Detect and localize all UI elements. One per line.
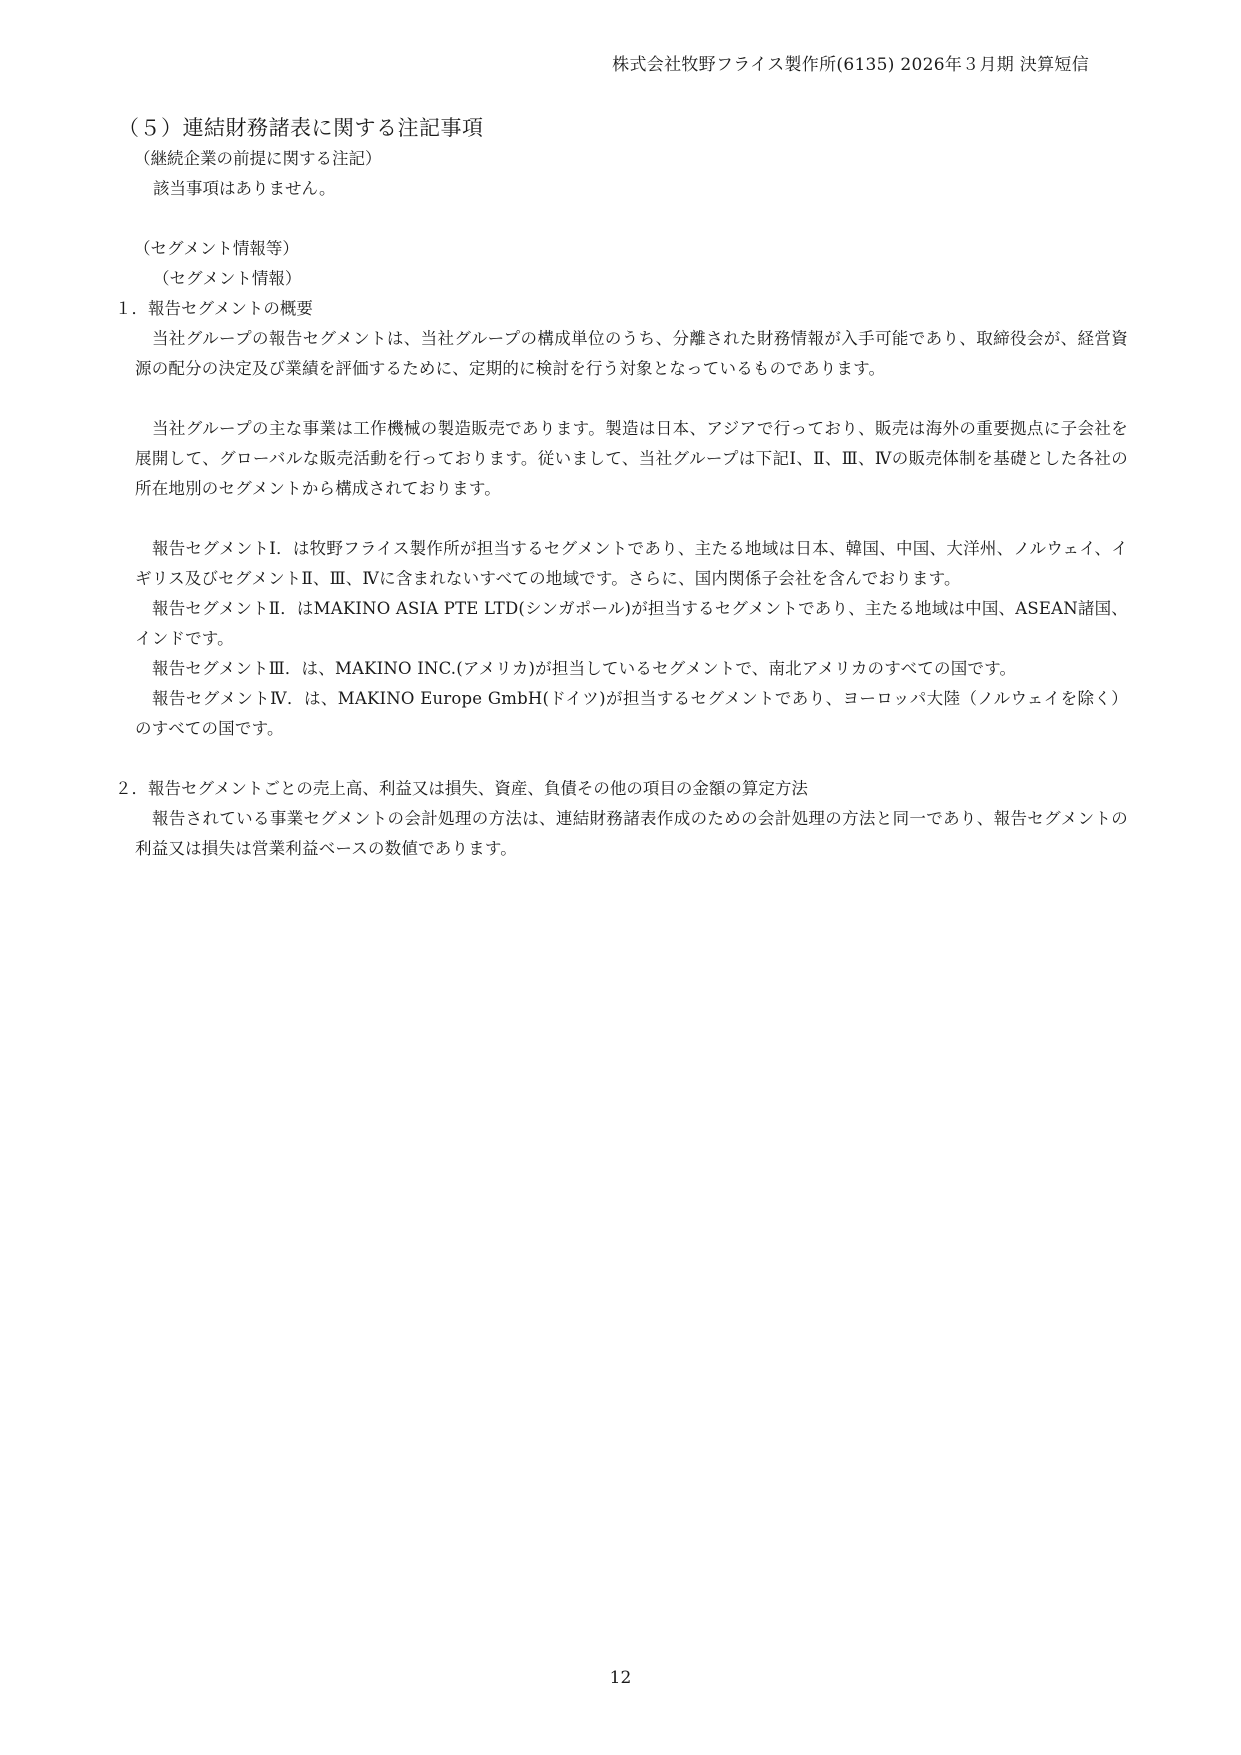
item1-title: １．報告セグメントの概要: [115, 299, 313, 318]
going-concern-body: 該当事項はありません。: [153, 179, 336, 198]
page-number: 12: [609, 1668, 632, 1688]
page-header: 株式会社牧野フライス製作所(6135) 2026年３月期 決算短信: [612, 55, 1089, 75]
segment-1-description: 報告セグメントⅠ．は牧野フライス製作所が担当するセグメントであり、主たる地域は日本、韓国、中国、大洋州、ノルウェイ、イギリス及びセグメントⅡ、Ⅲ、Ⅳに含まれないすべての地域です。さらに、国内関係子会社を含んでおります。: [135, 539, 1128, 588]
section-title: （５）連結財務諸表に関する注記事項: [118, 116, 484, 140]
item1-paragraph: 当社グループの報告セグメントは、当社グループの構成単位のうち、分離された財務情報が入手可能であり、取締役会が、経営資源の配分の決定及び業績を評価するために、定期的に検討を行う対象となっているものであります。: [135, 329, 1128, 378]
segment-info-heading: （セグメント情報等）: [134, 239, 299, 258]
document-body: [115, 112, 1128, 864]
spacer: [118, 504, 1128, 534]
going-concern-heading: （継続企業の前提に関する注記）: [134, 149, 382, 168]
segment-info-subheading: （セグメント情報）: [153, 269, 302, 288]
item1-paragraph: 当社グループの主な事業は工作機械の製造販売であります。製造は日本、アジアで行っており、販売は海外の重要拠点に子会社を展開して、グローバルな販売活動を行っております。従いまして、当社グループは下記Ⅰ、Ⅱ、Ⅲ、Ⅳの販売体制を基礎とした各社の所在地別のセグメントから構成されております。: [135, 419, 1128, 498]
segment-3-description: 報告セグメントⅢ．は、MAKINO INC.(アメリカ)が担当しているセグメントで、南北アメリカのすべての国です。: [152, 659, 1017, 678]
item2-title: ２．報告セグメントごとの売上高、利益又は損失、資産、負債その他の項目の金額の算定方法: [115, 779, 808, 798]
item2-paragraph: 報告されている事業セグメントの会計処理の方法は、連結財務諸表作成のための会計処理の方法と同一であり、報告セグメントの利益又は損失は営業利益ベースの数値であります。: [135, 809, 1128, 858]
spacer: [118, 204, 1128, 234]
spacer: [118, 744, 1128, 774]
segment-4-description: 報告セグメントⅣ．は、MAKINO Europe GmbH(ドイツ)が担当するセグメントであり、ヨーロッパ大陸（ノルウェイを除く）のすべての国です。: [135, 689, 1128, 738]
segment-2-description: 報告セグメントⅡ．はMAKINO ASIA PTE LTD(シンガポール)が担当するセグメントであり、主たる地域は中国、ASEAN諸国、インドです。: [135, 599, 1128, 648]
spacer: [118, 384, 1128, 414]
